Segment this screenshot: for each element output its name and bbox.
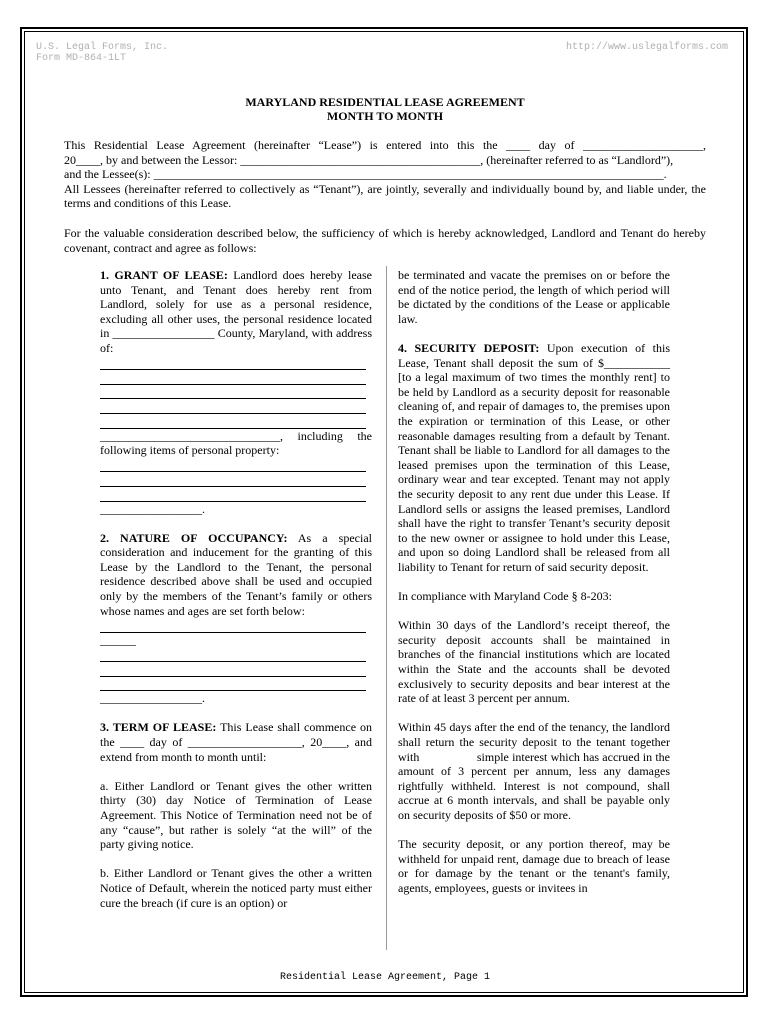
occupant-blank-line — [100, 618, 366, 633]
section-grant-of-lease — [100, 268, 372, 356]
intro-line-2: 20____, by and between the Lessor: ________________________________________, (hereinafter referred to as “Landlord”), — [64, 152, 674, 167]
address-blanks — [100, 356, 372, 429]
occupant-blank-line — [100, 662, 366, 677]
occupant-blank-line — [100, 647, 366, 662]
property-blank-line — [100, 472, 366, 487]
notice-continuation: be terminated and vacate the premises on or before the end of the notice period, the length of which period will be dictated by the conditions of the Lease or applicable law. — [398, 268, 670, 326]
left-column — [100, 268, 372, 925]
maryland-code-reference: In compliance with Maryland Code § 8-203: — [398, 589, 612, 604]
property-blank-line — [100, 487, 366, 502]
section-1-heading: 1. GRANT OF LEASE: — [100, 268, 228, 282]
section-term-of-lease — [100, 720, 372, 764]
intro-line-3: and the Lessee(s): _____________________________________________________________________________________. — [64, 167, 667, 182]
property-blank-line — [100, 458, 366, 473]
term-option-b: b. Either Landlord or Tenant gives the other a written Notice of Default, wherein the noticed party must either cure the breach (if cure is an option) or — [100, 866, 372, 910]
publisher-header — [36, 42, 168, 64]
occupant-short-line: ______ — [100, 632, 136, 647]
deposit-withholding-paragraph: The security deposit, or any portion thereof, may be withheld for unpaid rent, damage due to breach of lease or for damage by the tenant or the tenant's family, agents, employees, guests or invitees in — [398, 837, 670, 895]
section-3-text: This Lease shall commence on the ____ day of ___________________, 20____, and extend from month to month until: — [100, 720, 373, 764]
personal-property-line: ______________________________, including the following items of personal property: — [100, 428, 372, 458]
term-option-a: a. Either Landlord or Tenant gives the other written thirty (30) day Notice of Termination of Lease Agreement. This Notice of Termination need not be of any “cause”, but rather is solely “at the will” of the party giving notice. — [100, 778, 372, 852]
publisher-name: U.S. Legal Forms, Inc. — [36, 42, 169, 53]
page-footer: Residential Lease Agreement, Page 1 — [279, 972, 491, 983]
section-nature-of-occupancy — [100, 531, 372, 619]
form-number: Form MD-864-1LT — [36, 53, 127, 64]
right-column — [398, 268, 718, 910]
section-3-heading: 3. TERM OF LEASE: — [100, 720, 217, 735]
section-4-text: Upon execution of this Lease, Tenant shall deposit the sum of $___________ [to a legal maximum of two times the monthly rent] to be held by Landlord as a security deposit for reasonable cleaning of, and repair of damages to, the premises upon the expiration or termination of this Lease, or other reasonable damages resulting from a default by Tenant. Tenant shall be liable to Landlord for all damages to the leased premises upon the termination of this Lease, ordinary wear and tear excepted. Tenant may not apply the security deposit to any rent due under this Lease. If Landlord sells or assigns the leased premises, Landlord shall have the right to transfer Tenant’s security deposit to the new owner or assignee to hold under this Lease, and upon so doing Landlord shall be released from all liability to Tenant for return of said security deposit. — [398, 340, 670, 574]
section-4-heading: 4. SECURITY DEPOSIT: — [398, 340, 540, 355]
address-blank-line — [100, 385, 366, 400]
address-blank-line — [100, 399, 366, 414]
occupant-blanks — [100, 618, 372, 691]
intro-line-4: All Lessees (hereinafter referred to collectively as “Tenant”), are jointly, severally and individually bound by, and liable under, the terms and conditions of this Lease. — [64, 181, 706, 211]
document-title: MARYLAND RESIDENTIAL LEASE AGREEMENT — [245, 95, 525, 109]
property-end-line: _________________. — [100, 501, 205, 516]
deposit-accounts-paragraph: Within 30 days of the Landlord’s receipt thereof, the security deposit accounts shall be maintained in branches of the financial institutions which are located within the State and the accounts shall be devoted exclusively to security deposits and bear interest at the rate of at least 3 percent per annum. — [398, 618, 670, 706]
section-security-deposit — [398, 341, 670, 575]
address-blank-line — [100, 356, 366, 371]
property-blanks — [100, 458, 372, 502]
section-1-text: Landlord does hereby lease unto Tenant, and Tenant does hereby rent from Landlord, solely for use as a personal residence, excluding all other uses, the personal residence located in _________________ County, Maryland, with address of: — [100, 268, 372, 355]
consideration-paragraph: For the valuable consideration described below, the sufficiency of which is hereby acknowledged, Landlord and Tenant do hereby covenant, contract and agree as follows: — [64, 226, 706, 255]
occupant-blank-line — [100, 677, 366, 692]
deposit-return-paragraph: Within 45 days after the end of the tenancy, the landlord shall return the security deposit to the tenant together with simple interest which has accrued in the amount of 3 percent per annum, less any damages rightfully withheld. Interest is not compound, shall accrue at 6 month intervals, and shall be payable only on security deposits of $50 or more. — [398, 720, 718, 822]
intro-paragraph — [64, 138, 706, 211]
address-blank-line — [100, 370, 366, 385]
occupant-end-line: _________________. — [100, 691, 205, 706]
column-divider — [386, 266, 387, 950]
intro-line-1: This Residential Lease Agreement (hereinafter “Lease”) is entered into this the ____ day of ____________________, — [64, 138, 706, 152]
address-blank-line — [100, 414, 366, 429]
publisher-url[interactable]: http://www.uslegalforms.com — [565, 42, 728, 53]
document-subtitle: MONTH TO MONTH — [326, 109, 444, 123]
section-2-text: As a special consideration and inducement for the granting of this Lease by the Landlord to the Tenant, the personal residence described above shall be used and occupied only by the members of the Tenant’s family or others whose names and ages are set forth below: — [100, 530, 372, 618]
section-2-heading: 2. NATURE OF OCCUPANCY: — [100, 530, 288, 545]
